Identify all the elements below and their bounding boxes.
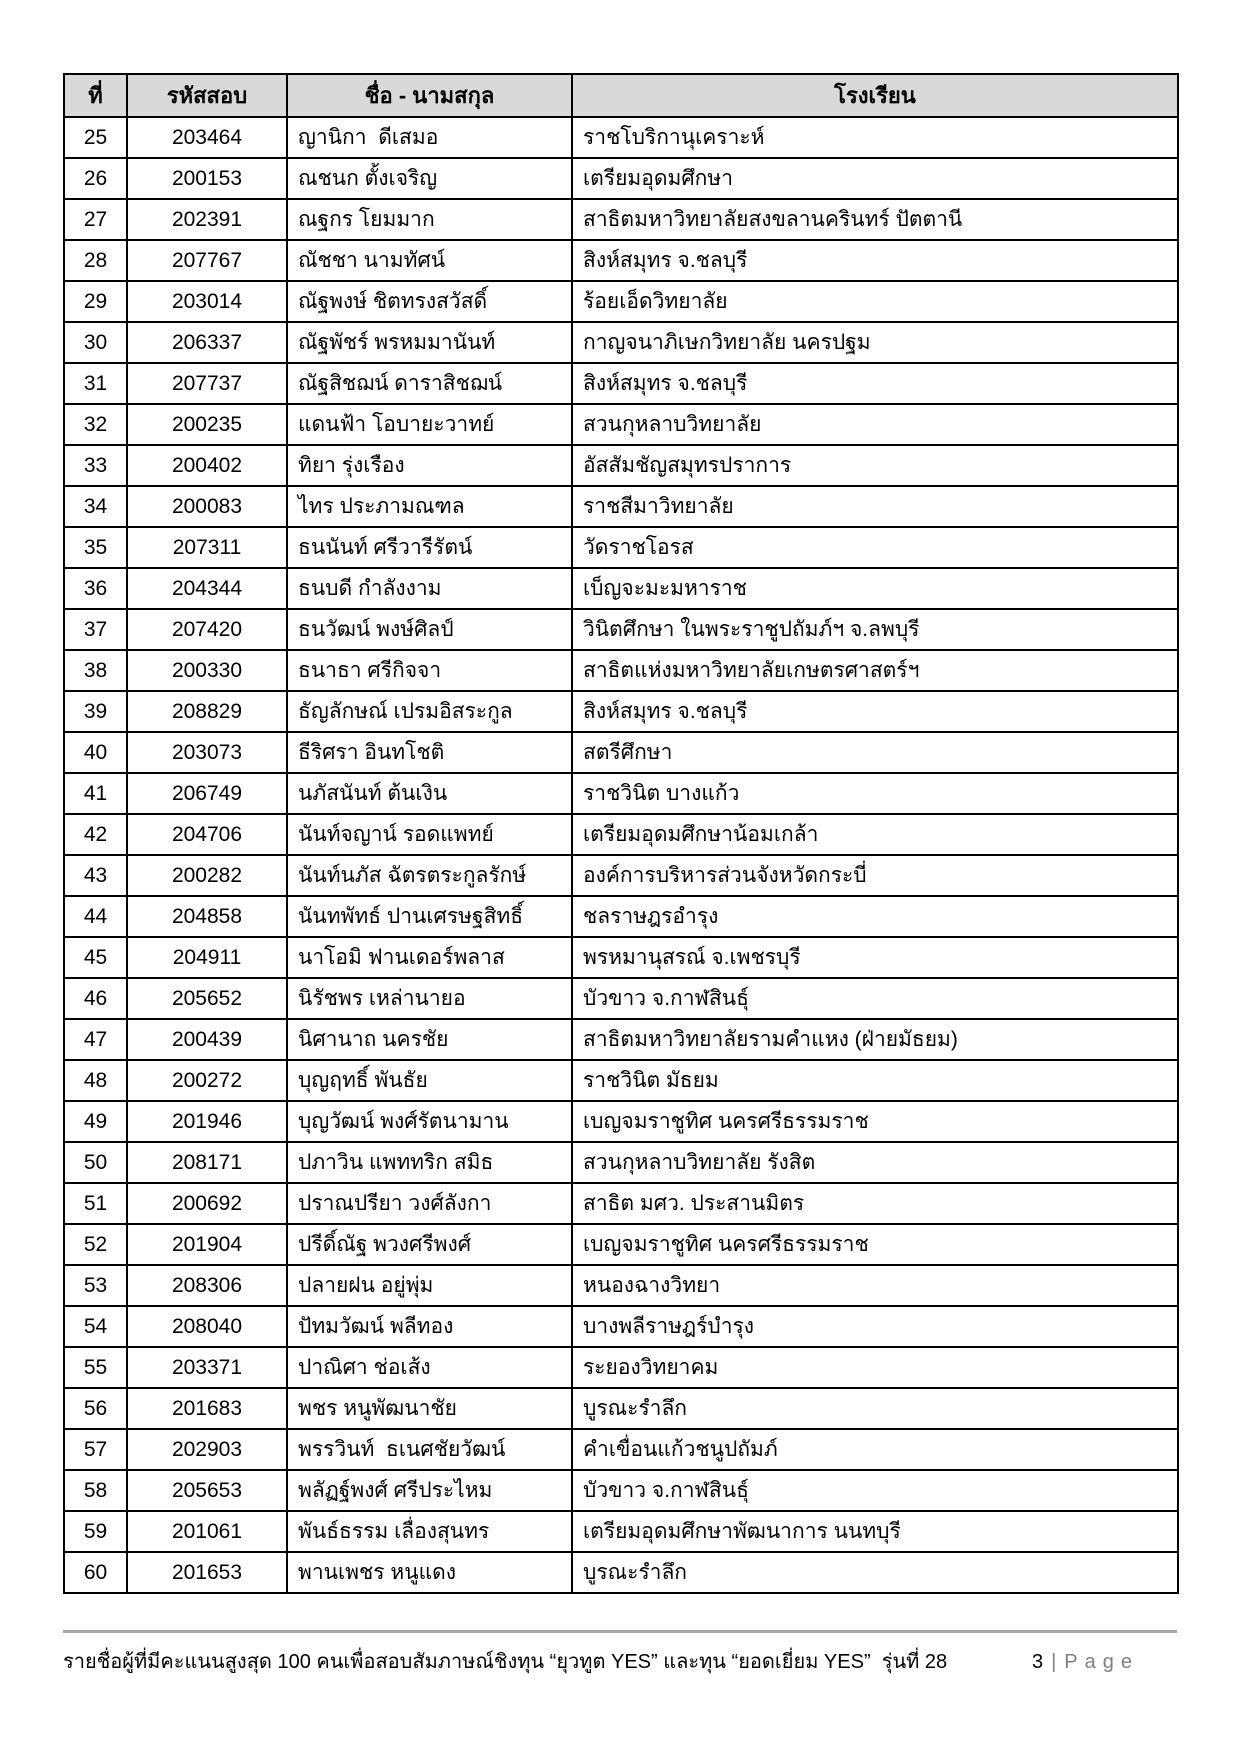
row-number-cell: 31 — [64, 363, 127, 404]
footer-note: รายชื่อผู้ที่มีคะแนนสูงสุด 100 คนเพื่อสอบสัมภาษณ์ชิงทุน “ยุวทูต YES” และทุน “ยอดเยี่ยม YES” รุ่นที่ 28 — [63, 1651, 948, 1673]
exam-code-cell: 203014 — [127, 281, 287, 322]
name-cell: ปรีดิ์ณัฐ พวงศรีพงศ์ — [287, 1224, 572, 1265]
table-row — [64, 527, 1178, 568]
school-cell: ราชวินิต มัธยม — [572, 1060, 1178, 1101]
table-row — [64, 1060, 1178, 1101]
school-cell: สวนกุหลาบวิทยาลัย — [572, 404, 1178, 445]
school-cell: สิงห์สมุทร จ.ชลบุรี — [572, 363, 1178, 404]
exam-code-cell: 204858 — [127, 896, 287, 937]
column-header-name: ชื่อ - นามสกุล — [287, 74, 572, 117]
table-header-row — [64, 74, 1178, 117]
name-cell: นันทพัทธ์ ปานเศรษฐสิทธิ์ — [287, 896, 572, 937]
school-cell: วัดราชโอรส — [572, 527, 1178, 568]
name-cell: ณฐกร โยมมาก — [287, 199, 572, 240]
school-cell: กาญจนาภิเษกวิทยาลัย นครปฐม — [572, 322, 1178, 363]
table-row — [64, 158, 1178, 199]
table-row — [64, 978, 1178, 1019]
school-cell: บัวขาว จ.กาฬสินธุ์ — [572, 1470, 1178, 1511]
table-row — [64, 281, 1178, 322]
row-number-cell: 60 — [64, 1552, 127, 1593]
exam-code-cell: 208040 — [127, 1306, 287, 1347]
row-number-cell: 36 — [64, 568, 127, 609]
column-header-school: โรงเรียน — [572, 74, 1178, 117]
row-number-cell: 56 — [64, 1388, 127, 1429]
exam-code-cell: 201904 — [127, 1224, 287, 1265]
school-cell: บัวขาว จ.กาฬสินธุ์ — [572, 978, 1178, 1019]
table-row — [64, 1552, 1178, 1593]
exam-code-cell: 208829 — [127, 691, 287, 732]
school-cell: เตรียมอุดมศึกษาพัฒนาการ นนทบุรี — [572, 1511, 1178, 1552]
row-number-cell: 50 — [64, 1142, 127, 1183]
row-number-cell: 25 — [64, 117, 127, 158]
school-cell: บูรณะรำลึก — [572, 1388, 1178, 1429]
table-row — [64, 1429, 1178, 1470]
name-cell: ปัทมวัฒน์ พลีทอง — [287, 1306, 572, 1347]
row-number-cell: 47 — [64, 1019, 127, 1060]
table-row — [64, 404, 1178, 445]
table-row — [64, 609, 1178, 650]
name-cell: ไทร ประภามณฑล — [287, 486, 572, 527]
school-cell: ชลราษฎรอำรุง — [572, 896, 1178, 937]
exam-code-cell: 201061 — [127, 1511, 287, 1552]
exam-code-cell: 206337 — [127, 322, 287, 363]
row-number-cell: 48 — [64, 1060, 127, 1101]
name-cell: พรรวินท์ ธเนศชัยวัฒน์ — [287, 1429, 572, 1470]
results-table — [63, 73, 1179, 1594]
row-number-cell: 30 — [64, 322, 127, 363]
exam-code-cell: 208306 — [127, 1265, 287, 1306]
table-row — [64, 1224, 1178, 1265]
row-number-cell: 51 — [64, 1183, 127, 1224]
school-cell: องค์การบริหารส่วนจังหวัดกระบี่ — [572, 855, 1178, 896]
row-number-cell: 59 — [64, 1511, 127, 1552]
school-cell: พรหมานุสรณ์ จ.เพชรบุรี — [572, 937, 1178, 978]
name-cell: นาโอมิ ฟานเดอร์พลาส — [287, 937, 572, 978]
exam-code-cell: 207737 — [127, 363, 287, 404]
school-cell: ราชโบริกานุเคราะห์ — [572, 117, 1178, 158]
table-row — [64, 1347, 1178, 1388]
school-cell: ร้อยเอ็ดวิทยาลัย — [572, 281, 1178, 322]
table-body — [64, 117, 1178, 1593]
name-cell: บุญวัฒน์ พงศ์รัตนามาน — [287, 1101, 572, 1142]
row-number-cell: 39 — [64, 691, 127, 732]
table-row — [64, 937, 1178, 978]
exam-code-cell: 200330 — [127, 650, 287, 691]
exam-code-cell: 205653 — [127, 1470, 287, 1511]
exam-code-cell: 202391 — [127, 199, 287, 240]
table-row — [64, 322, 1178, 363]
exam-code-cell: 204911 — [127, 937, 287, 978]
exam-code-cell: 207420 — [127, 609, 287, 650]
row-number-cell: 26 — [64, 158, 127, 199]
page-footer — [63, 1630, 1177, 1677]
name-cell: ณัฐพงษ์ ชิตทรงสวัสดิ์ — [287, 281, 572, 322]
row-number-cell: 53 — [64, 1265, 127, 1306]
name-cell: พชร หนูพัฒนาชัย — [287, 1388, 572, 1429]
school-cell: ระยองวิทยาคม — [572, 1347, 1178, 1388]
table-row — [64, 1265, 1178, 1306]
name-cell: ณัฐสิชฌน์ ดาราสิชฌน์ — [287, 363, 572, 404]
table-row — [64, 486, 1178, 527]
row-number-cell: 46 — [64, 978, 127, 1019]
footer-divider — [63, 1630, 1177, 1633]
row-number-cell: 41 — [64, 773, 127, 814]
table-row — [64, 691, 1178, 732]
name-cell: ญานิกา ดีเสมอ — [287, 117, 572, 158]
name-cell: ธนวัฒน์ พงษ์ศิลป์ — [287, 609, 572, 650]
school-cell: สตรีศึกษา — [572, 732, 1178, 773]
table-row — [64, 568, 1178, 609]
name-cell: ณัฐพัชร์ พรหมมานันท์ — [287, 322, 572, 363]
exam-code-cell: 202903 — [127, 1429, 287, 1470]
school-cell: อัสสัมชัญสมุทรปราการ — [572, 445, 1178, 486]
exam-code-cell: 200083 — [127, 486, 287, 527]
name-cell: ธนาธา ศรีกิจจา — [287, 650, 572, 691]
name-cell: พานเพชร หนูแดง — [287, 1552, 572, 1593]
table-row — [64, 855, 1178, 896]
name-cell: ธนนันท์ ศรีวารีรัตน์ — [287, 527, 572, 568]
name-cell: ปราณปรียา วงศ์ลังกา — [287, 1183, 572, 1224]
exam-code-cell: 207311 — [127, 527, 287, 568]
school-cell: หนองฉางวิทยา — [572, 1265, 1178, 1306]
exam-code-cell: 200272 — [127, 1060, 287, 1101]
row-number-cell: 32 — [64, 404, 127, 445]
row-number-cell: 49 — [64, 1101, 127, 1142]
school-cell: บางพลีราษฎร์บำรุง — [572, 1306, 1178, 1347]
name-cell: นันท์นภัส ฉัตรตระกูลรักษ์ — [287, 855, 572, 896]
table-row — [64, 732, 1178, 773]
name-cell: นภัสนันท์ ต้นเงิน — [287, 773, 572, 814]
exam-code-cell: 200439 — [127, 1019, 287, 1060]
row-number-cell: 55 — [64, 1347, 127, 1388]
name-cell: พันธ์ธรรม เลื่องสุนทร — [287, 1511, 572, 1552]
row-number-cell: 28 — [64, 240, 127, 281]
table-row — [64, 1511, 1178, 1552]
exam-code-cell: 204706 — [127, 814, 287, 855]
name-cell: พลัฏฐ์พงศ์ ศรีประไหม — [287, 1470, 572, 1511]
name-cell: ธนบดี กำลังงาม — [287, 568, 572, 609]
name-cell: ปาณิศา ช่อเส้ง — [287, 1347, 572, 1388]
exam-code-cell: 203464 — [127, 117, 287, 158]
school-cell: เบญจมราชูทิศ นครศรีธรรมราช — [572, 1224, 1178, 1265]
school-cell: เบ็ญจะมะมหาราช — [572, 568, 1178, 609]
table-row — [64, 1101, 1178, 1142]
row-number-cell: 57 — [64, 1429, 127, 1470]
row-number-cell: 42 — [64, 814, 127, 855]
page-number: 3 — [1031, 1651, 1044, 1673]
school-cell: เบญจมราชูทิศ นครศรีธรรมราช — [572, 1101, 1178, 1142]
table-row — [64, 363, 1178, 404]
school-cell: เตรียมอุดมศึกษา — [572, 158, 1178, 199]
table-row — [64, 1183, 1178, 1224]
exam-code-cell: 208171 — [127, 1142, 287, 1183]
school-cell: สาธิต มศว. ประสานมิตร — [572, 1183, 1178, 1224]
school-cell: คำเขื่อนแก้วชนูปถัมภ์ — [572, 1429, 1178, 1470]
table-row — [64, 1019, 1178, 1060]
table-row — [64, 814, 1178, 855]
name-cell: นิศานาถ นครชัย — [287, 1019, 572, 1060]
name-cell: นันท์จญาน์ รอดแพทย์ — [287, 814, 572, 855]
school-cell: สวนกุหลาบวิทยาลัย รังสิต — [572, 1142, 1178, 1183]
name-cell: ปภาวิน แพททริก สมิธ — [287, 1142, 572, 1183]
row-number-cell: 45 — [64, 937, 127, 978]
name-cell: ณัชชา นามทัศน์ — [287, 240, 572, 281]
row-number-cell: 58 — [64, 1470, 127, 1511]
table-row — [64, 445, 1178, 486]
exam-code-cell: 200153 — [127, 158, 287, 199]
table-row — [64, 1470, 1178, 1511]
row-number-cell: 52 — [64, 1224, 127, 1265]
column-header-no: ที่ — [64, 74, 127, 117]
exam-code-cell: 203073 — [127, 732, 287, 773]
school-cell: บูรณะรำลึก — [572, 1552, 1178, 1593]
exam-code-cell: 205652 — [127, 978, 287, 1019]
school-cell: สาธิตแห่งมหาวิทยาลัยเกษตรศาสตร์ฯ — [572, 650, 1178, 691]
row-number-cell: 40 — [64, 732, 127, 773]
row-number-cell: 33 — [64, 445, 127, 486]
exam-code-cell: 200282 — [127, 855, 287, 896]
row-number-cell: 34 — [64, 486, 127, 527]
exam-code-cell: 200692 — [127, 1183, 287, 1224]
school-cell: สิงห์สมุทร จ.ชลบุรี — [572, 691, 1178, 732]
page-separator: | — [1051, 1651, 1057, 1673]
name-cell: ธีริศรา อินทโชติ — [287, 732, 572, 773]
table-row — [64, 1142, 1178, 1183]
table-row — [64, 117, 1178, 158]
row-number-cell: 43 — [64, 855, 127, 896]
column-header-exam-code: รหัสสอบ — [127, 74, 287, 117]
page-indicator — [1032, 1651, 1139, 1674]
table-row — [64, 1388, 1178, 1429]
school-cell: เตรียมอุดมศึกษาน้อมเกล้า — [572, 814, 1178, 855]
name-cell: ทิยา รุ่งเรือง — [287, 445, 572, 486]
name-cell: ธัญลักษณ์ เปรมอิสระกูล — [287, 691, 572, 732]
exam-code-cell: 201946 — [127, 1101, 287, 1142]
name-cell: แดนฟ้า โอบายะวาทย์ — [287, 404, 572, 445]
row-number-cell: 54 — [64, 1306, 127, 1347]
row-number-cell: 29 — [64, 281, 127, 322]
row-number-cell: 27 — [64, 199, 127, 240]
school-cell: สิงห์สมุทร จ.ชลบุรี — [572, 240, 1178, 281]
exam-code-cell: 201683 — [127, 1388, 287, 1429]
exam-code-cell: 207767 — [127, 240, 287, 281]
table-row — [64, 773, 1178, 814]
table-row — [64, 240, 1178, 281]
school-cell: วินิตศึกษา ในพระราชูปถัมภ์ฯ จ.ลพบุรี — [572, 609, 1178, 650]
name-cell: ณชนก ตั้งเจริญ — [287, 158, 572, 199]
row-number-cell: 44 — [64, 896, 127, 937]
page-word: Page — [1064, 1651, 1139, 1673]
row-number-cell: 35 — [64, 527, 127, 568]
exam-code-cell: 201653 — [127, 1552, 287, 1593]
school-cell: สาธิตมหาวิทยาลัยสงขลานครินทร์ ปัตตานี — [572, 199, 1178, 240]
school-cell: ราชสีมาวิทยาลัย — [572, 486, 1178, 527]
row-number-cell: 37 — [64, 609, 127, 650]
exam-code-cell: 200235 — [127, 404, 287, 445]
exam-code-cell: 206749 — [127, 773, 287, 814]
name-cell: บุญฤทธิ์ พันธัย — [287, 1060, 572, 1101]
table-row — [64, 896, 1178, 937]
table-row — [64, 650, 1178, 691]
school-cell: สาธิตมหาวิทยาลัยรามคำแหง (ฝ่ายมัธยม) — [572, 1019, 1178, 1060]
row-number-cell: 38 — [64, 650, 127, 691]
exam-code-cell: 200402 — [127, 445, 287, 486]
name-cell: ปลายฝน อยู่พุ่ม — [287, 1265, 572, 1306]
name-cell: นิรัชพร เหล่านายอ — [287, 978, 572, 1019]
exam-code-cell: 203371 — [127, 1347, 287, 1388]
table-row — [64, 1306, 1178, 1347]
exam-code-cell: 204344 — [127, 568, 287, 609]
school-cell: ราชวินิต บางแก้ว — [572, 773, 1178, 814]
table-row — [64, 199, 1178, 240]
